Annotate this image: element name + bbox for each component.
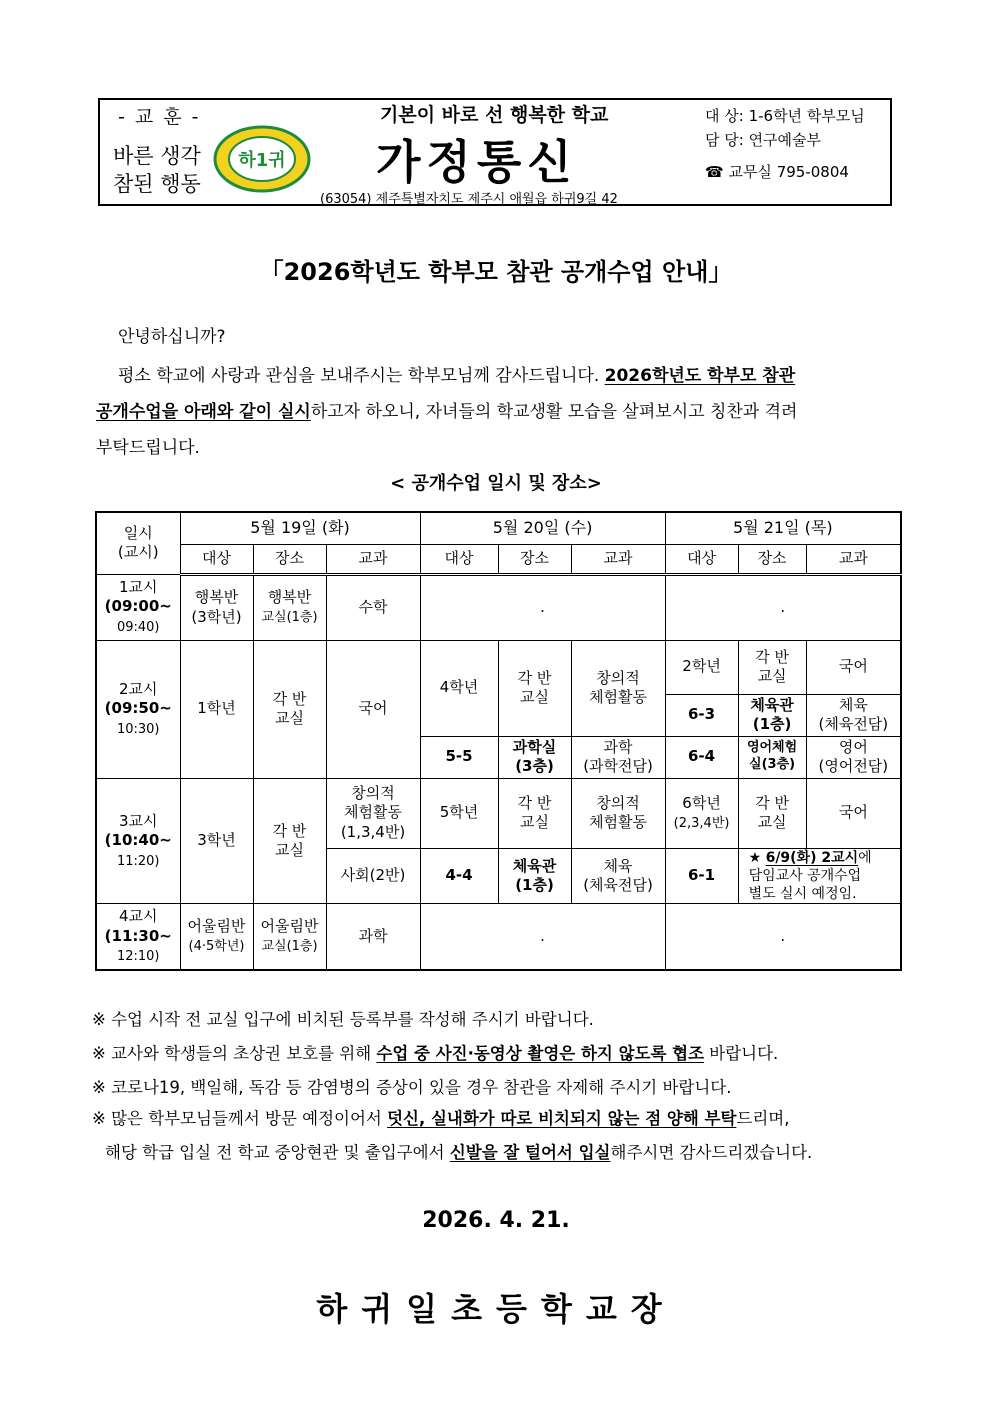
table-cell: 사회(2반) (326, 848, 420, 904)
header-subject: 교과 (806, 544, 901, 574)
body-line: 공개수업을 아래와 같이 실시하고자 하오니, 자녀들의 학교생활 모습을 살펴보시고 칭찬과 격려 (96, 402, 798, 422)
table-header-row (96, 544, 901, 574)
header-day2: 5월 20일 (수) (420, 512, 665, 544)
table-row (96, 778, 901, 848)
table-cell: 3학년 (180, 778, 253, 904)
table-cell: . (665, 904, 901, 970)
table-cell: 창의적 체험활동 (1,3,4반) (326, 778, 420, 848)
table-cell: 5학년 (420, 778, 498, 848)
table-cell: 각 반 교실 (738, 640, 806, 694)
period-cell: 4교시 (11:30~ 12:10) (96, 904, 180, 970)
motto-line: 참된 행동 (113, 172, 201, 196)
note-line: ※ 코로나19, 백일해, 독감 등 감염병의 증상이 있을 경우 참관을 자제해 주시기 바랍니다. (92, 1078, 732, 1097)
table-cell: 6-4 (665, 736, 738, 778)
greeting: 안녕하십니까? (118, 327, 226, 347)
table-cell: 과학실 (3층) (498, 736, 571, 778)
table-cell: 체육관 (1층) (498, 848, 571, 904)
document-name: 가정통신 (376, 135, 578, 189)
header-target: 대상 (420, 544, 498, 574)
table-cell: 6학년 (2,3,4반) (665, 778, 738, 848)
header-subject: 교과 (571, 544, 665, 574)
table-cell: 과학 (326, 904, 420, 970)
header-target: 대상 (665, 544, 738, 574)
table-cell: . (420, 904, 665, 970)
header-subject: 교과 (326, 544, 420, 574)
table-cell: 체육 (체육전담) (571, 848, 665, 904)
table-cell: 각 반 교실 (253, 778, 326, 904)
schedule-title: < 공개수업 일시 및 장소> (390, 473, 602, 494)
table-cell: 5-5 (420, 736, 498, 778)
principal-signature: 하귀일초등학교장 (316, 1290, 676, 1328)
header-day1: 5월 19일 (화) (180, 512, 420, 544)
table-cell: 국어 (806, 778, 901, 848)
body-line: 평소 학교에 사랑과 관심을 보내주시는 학부모님께 감사드립니다. 2026학년도 학부모 참관 (118, 366, 796, 386)
logo-text: 하1귀 (238, 150, 286, 171)
header-place: 장소 (498, 544, 571, 574)
table-row (96, 904, 901, 970)
header-place: 장소 (738, 544, 806, 574)
target-audience: 대 상: 1-6학년 학부모님 (705, 107, 865, 125)
table-cell: 각 반 교실 (253, 640, 326, 778)
table-cell: 4학년 (420, 640, 498, 736)
table-cell: 수학 (326, 574, 420, 640)
notice-title: 「2026학년도 학부모 참관 공개수업 안내」 (259, 258, 733, 286)
header-day3: 5월 21일 (목) (665, 512, 901, 544)
table-cell: 6-1 (665, 848, 738, 904)
table-cell: 과학 (과학전담) (571, 736, 665, 778)
table-cell: 어울림반 (4·5학년) (180, 904, 253, 970)
note-line: ※ 수업 시작 전 교실 입구에 비치된 등록부를 작성해 주시기 바랍니다. (92, 1010, 594, 1029)
table-cell: 영어 (영어전담) (806, 736, 901, 778)
table-cell: 행복반 (3학년) (180, 574, 253, 640)
school-address: (63054) 제주특별자치도 제주시 애월읍 하귀9길 42 (320, 192, 618, 207)
table-cell: 행복반 교실(1층) (253, 574, 326, 640)
period-cell: 1교시 (09:00~ 09:40) (96, 574, 180, 640)
phone-number: ☎ 교무실 795-0804 (705, 163, 849, 181)
body-line: 부탁드립니다. (96, 438, 200, 458)
motto-title: - 교 훈 - (118, 106, 201, 128)
table-row (96, 640, 901, 694)
table-cell: . (420, 574, 665, 640)
table-header-row (96, 512, 901, 544)
note-cell: ★ 6/9(화) 2교시에 담임교사 공개수업 별도 실시 예정임. (738, 848, 901, 904)
header-place: 장소 (253, 544, 326, 574)
table-row (96, 574, 901, 640)
note-line: ※ 많은 학부모님들께서 방문 예정이어서 덧신, 실내화가 따로 비치되지 않는 점 양해 부탁드리며, (92, 1109, 790, 1128)
table-cell: 각 반 교실 (498, 640, 571, 736)
table-cell: 창의적 체험활동 (571, 640, 665, 736)
header-period: 일시 (교시) (96, 512, 180, 574)
table-cell: 각 반 교실 (498, 778, 571, 848)
table-cell: 체육 (체육전담) (806, 694, 901, 736)
table-cell: 각 반 교실 (738, 778, 806, 848)
header-target: 대상 (180, 544, 253, 574)
school-slogan: 기본이 바로 선 행복한 학교 (380, 104, 609, 126)
motto-line: 바른 생각 (113, 144, 201, 168)
table-cell: 2학년 (665, 640, 738, 694)
schedule-table (95, 511, 902, 971)
note-line: 해당 학급 입실 전 학교 중앙현관 및 출입구에서 신발을 잘 털어서 입실해주시면 감사드리겠습니다. (105, 1143, 813, 1162)
table-cell: 1학년 (180, 640, 253, 778)
table-cell: 국어 (806, 640, 901, 694)
period-cell: 2교시 (09:50~ 10:30) (96, 640, 180, 778)
issue-date: 2026. 4. 21. (422, 1208, 570, 1233)
table-cell: 영어체험 실(3층) (738, 736, 806, 778)
table-cell: 4-4 (420, 848, 498, 904)
table-cell: 어울림반 교실(1층) (253, 904, 326, 970)
period-cell: 3교시 (10:40~ 11:20) (96, 778, 180, 904)
department: 담 당: 연구예술부 (705, 131, 822, 149)
school-logo (213, 125, 311, 193)
table-cell: 창의적 체험활동 (571, 778, 665, 848)
table-cell: . (665, 574, 901, 640)
table-cell: 국어 (326, 640, 420, 778)
table-cell: 체육관 (1층) (738, 694, 806, 736)
note-line: ※ 교사와 학생들의 초상권 보호를 위해 수업 중 사진·동영상 촬영은 하지 않도록 협조 바랍니다. (92, 1044, 779, 1063)
table-cell: 6-3 (665, 694, 738, 736)
